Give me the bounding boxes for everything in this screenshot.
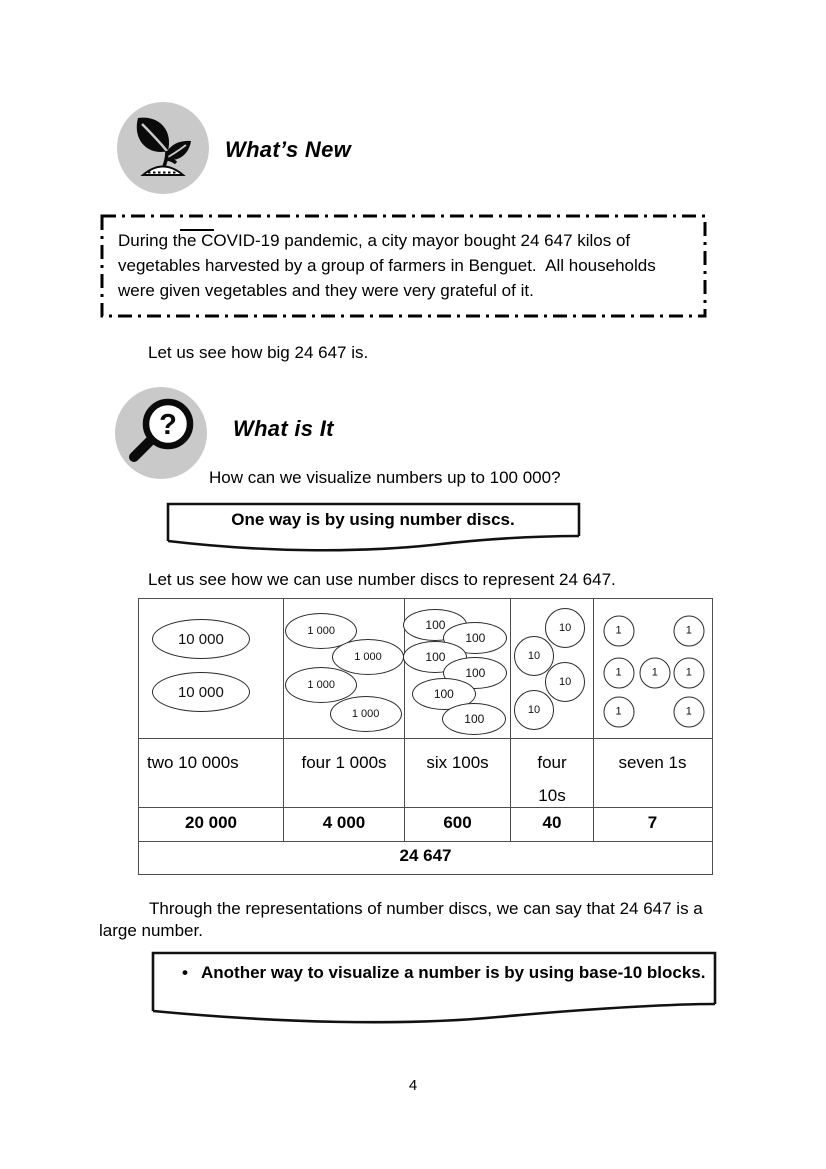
- number-disc: 10: [545, 662, 585, 702]
- number-disc: 1: [603, 615, 634, 646]
- table-intro-text: Let us see how we can use number discs to represent 24 647.: [148, 570, 616, 589]
- bullet-icon: •: [182, 963, 188, 982]
- number-disc: 10 000: [152, 672, 250, 712]
- question-text: How can we visualize numbers up to 100 000?: [209, 468, 561, 487]
- number-disc: 1: [603, 657, 634, 688]
- disc-word-label: four 1 000s: [284, 739, 405, 807]
- what-is-it-heading: What is It: [233, 416, 334, 441]
- number-disc: 1 000: [330, 696, 402, 732]
- disc-value: 20 000: [139, 808, 284, 841]
- callout-base10-text: Another way to visualize a number is by using base-10 blocks.: [201, 963, 706, 982]
- callout-number-discs-text: One way is by using number discs.: [231, 510, 515, 529]
- disc-word-label: seven 1s: [618, 753, 687, 772]
- number-disc: 100: [403, 641, 467, 673]
- number-disc: 100: [443, 657, 507, 689]
- number-disc: 100: [443, 622, 507, 654]
- disc-cell: [511, 599, 594, 738]
- number-disc-table: [138, 598, 713, 875]
- disc-value: 40: [511, 808, 594, 841]
- number-disc: 10 000: [152, 619, 250, 659]
- disc-value: 4 000: [284, 808, 405, 841]
- number-disc: 100: [412, 678, 476, 710]
- disc-word-label: two 10 000s: [139, 739, 284, 807]
- magnifying-glass-question-icon: [115, 387, 207, 479]
- number-disc: 1 000: [285, 667, 357, 703]
- number-disc: 1: [639, 657, 670, 688]
- number-disc: 10: [545, 608, 585, 648]
- disc-value: 600: [405, 808, 511, 841]
- conclusion-text: Through the representations of number discs, we can say that 24 647 is a large number.: [99, 899, 703, 940]
- number-disc: 10: [514, 690, 554, 730]
- number-disc: 1: [673, 696, 704, 727]
- number-disc: 1: [673, 615, 704, 646]
- overline-mark: [180, 229, 214, 231]
- lead-in-text: Let us see how big 24 647 is.: [148, 343, 369, 362]
- number-disc: 100: [403, 609, 467, 641]
- story-text: During the COVID-19 pandemic, a city mayor bought 24 647 kilos of vegetables harvested by a group of farmers in Benguet. All households were given vegetables and they were very grateful of it.: [118, 231, 661, 300]
- callout-number-discs: [166, 502, 582, 558]
- number-disc: 1 000: [332, 639, 404, 675]
- disc-cell: [594, 599, 711, 738]
- number-disc: 10: [514, 636, 554, 676]
- disc-cell: [139, 599, 284, 738]
- disc-value: 7: [647, 813, 658, 832]
- seedling-icon: [117, 102, 209, 194]
- disc-word-label: four 10s: [511, 739, 594, 807]
- number-disc: 1: [673, 657, 704, 688]
- whats-new-heading: What’s New: [225, 137, 352, 162]
- callout-base10-blocks: [151, 951, 717, 1029]
- disc-cell: [405, 599, 511, 738]
- number-disc: 1: [603, 696, 634, 727]
- disc-cell: [284, 599, 405, 738]
- disc-table-total: 24 647: [139, 841, 712, 874]
- svg-text:?: ?: [159, 409, 177, 441]
- number-disc: 100: [442, 703, 506, 735]
- number-disc: 1 000: [285, 613, 357, 649]
- page-number: 4: [408, 1077, 418, 1094]
- disc-word-label: six 100s: [405, 739, 511, 807]
